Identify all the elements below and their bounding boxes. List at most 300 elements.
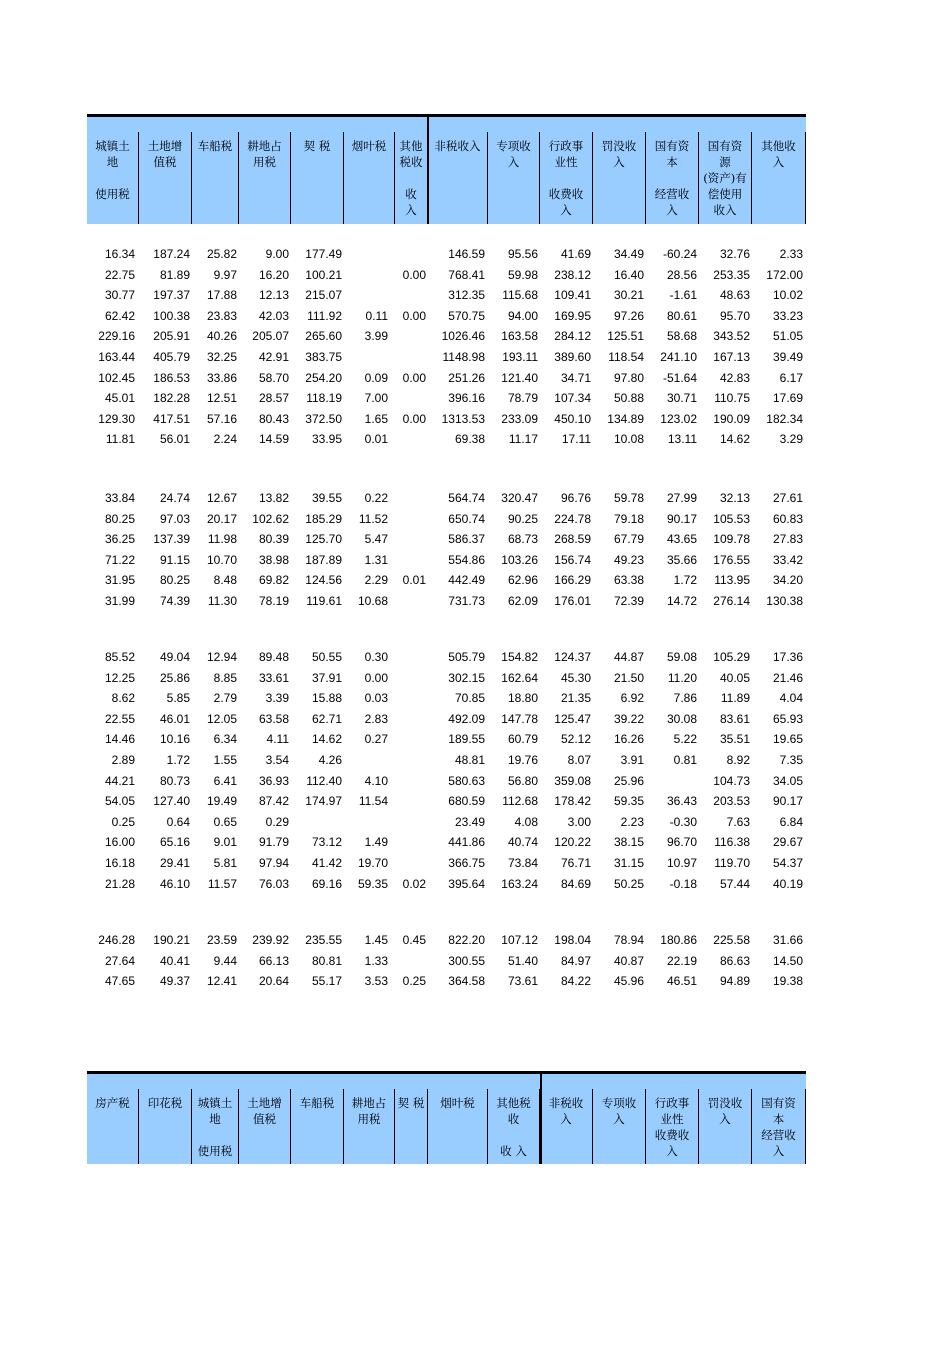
column-header: [139, 1089, 192, 1164]
column-header-line: (资产)有: [703, 171, 747, 185]
table-cell: 1.72: [673, 573, 697, 588]
column-header-line: 印花税: [147, 1096, 183, 1110]
table-cell: 29.67: [772, 835, 803, 850]
table-cell: 229.16: [98, 329, 135, 344]
table-cell: 15.88: [311, 691, 342, 706]
column-header-line: 偿使用: [707, 187, 743, 201]
table-cell: 0.64: [166, 814, 190, 829]
table-row: [87, 812, 806, 832]
column-header-line: 耕地占: [351, 1096, 387, 1110]
table-cell: 3.54: [265, 753, 289, 767]
column-header-line: 烟叶税: [351, 139, 387, 153]
table-cell: 197.37: [153, 288, 190, 303]
table-cell: 58.70: [258, 370, 289, 385]
table-cell: 87.42: [258, 794, 289, 809]
table-cell: 4.04: [779, 691, 803, 706]
table-cell: 680.59: [448, 794, 485, 809]
table-cell: 8.85: [213, 670, 237, 685]
table-cell: 16.26: [613, 732, 644, 747]
table-cell: 34.20: [772, 573, 803, 588]
table-cell: 9.97: [213, 267, 237, 282]
section-divider: [427, 114, 429, 224]
table-cell: 19.70: [357, 856, 388, 870]
table-row: [87, 874, 806, 894]
table-cell: 62.42: [104, 308, 135, 323]
table-cell: 78.94: [613, 933, 644, 947]
table-cell: 0.00: [402, 267, 426, 282]
table-cell: 33.84: [104, 491, 135, 505]
table-cell: 11.54: [358, 794, 388, 809]
table-cell: 2.29: [364, 573, 388, 588]
table-cell: 11.17: [508, 432, 538, 447]
table-cell: 59.98: [507, 267, 538, 282]
column-header: [699, 1089, 752, 1164]
table-cell: 11.89: [720, 691, 750, 706]
column-header-line: 地: [209, 1112, 221, 1126]
table-row: [87, 791, 806, 811]
table-cell: 193.11: [502, 350, 538, 364]
table-cell: 76.71: [560, 856, 591, 870]
table-cell: 69.38: [454, 432, 485, 447]
table-row: [87, 244, 806, 264]
table-cell: 172.00: [766, 267, 803, 282]
table-cell: 80.61: [666, 308, 697, 323]
table-cell: 1313.53: [441, 411, 485, 426]
column-header: [752, 1089, 806, 1164]
table-cell: 120.22: [554, 835, 591, 850]
table-cell: 2.89: [111, 753, 135, 767]
column-header-line: 使用税: [197, 1144, 233, 1158]
table-cell: 35.51: [719, 732, 750, 747]
table-cell: 239.92: [252, 933, 289, 947]
table-cell: 32.76: [719, 247, 750, 261]
table-cell: 80.25: [104, 511, 135, 526]
table-cell: 3.39: [265, 691, 289, 706]
table-cell: 19.76: [507, 753, 538, 767]
column-header: [239, 1089, 291, 1164]
table-cell: 14.50: [772, 953, 803, 968]
table-cell: 11.81: [105, 432, 135, 447]
column-header: [488, 1089, 540, 1164]
column-header-line: 契 税: [397, 1096, 425, 1110]
table-cell: 39.22: [613, 711, 644, 726]
table-cell: 22.75: [104, 267, 135, 282]
table-cell: 178.42: [554, 794, 591, 809]
table-cell: 80.81: [311, 953, 342, 968]
table-cell: 0.09: [364, 370, 388, 385]
table-cell: 30.08: [666, 711, 697, 726]
column-header-line: 入: [772, 155, 785, 169]
table-cell: 50.25: [613, 876, 644, 891]
table-cell: 768.41: [448, 267, 485, 282]
table-cell: 137.39: [153, 532, 190, 547]
table-cell: 59.35: [613, 794, 644, 809]
column-header-line: 入: [507, 155, 520, 169]
table-cell: 115.68: [502, 288, 538, 303]
table-cell: 102.45: [98, 370, 135, 385]
table-cell: 130.38: [766, 594, 803, 608]
table-cell: 187.89: [305, 552, 342, 567]
table-cell: 41.42: [311, 856, 342, 870]
table-cell: 0.25: [111, 814, 135, 829]
table-row: [87, 668, 806, 688]
table-cell: 65.93: [772, 711, 803, 726]
table-row: [87, 509, 806, 529]
table-cell: 254.20: [305, 370, 342, 385]
table-cell: 14.59: [258, 432, 289, 447]
table-cell: 8.07: [567, 753, 591, 767]
table-row: [87, 750, 806, 770]
table-cell: 18.80: [507, 691, 538, 706]
table-cell: 49.23: [613, 552, 644, 567]
table-cell: 19.38: [772, 974, 803, 989]
table-cell: 162.64: [501, 670, 538, 685]
column-header: [139, 132, 192, 224]
table-cell: 110.75: [714, 391, 750, 406]
table-cell: 19.49: [206, 794, 237, 809]
table-cell: 0.00: [402, 370, 426, 385]
table-cell: 29.41: [159, 856, 190, 870]
column-header: [699, 132, 752, 224]
column-header-line: 收: [405, 187, 417, 201]
table-cell: 0.30: [364, 650, 388, 664]
table-cell: 62.96: [507, 573, 538, 588]
column-header: [646, 1089, 699, 1164]
table-cell: 20.17: [206, 511, 237, 526]
table-cell: 50.88: [613, 391, 644, 406]
table-cell: 1.45: [364, 933, 388, 947]
table-cell: 118.19: [306, 391, 342, 406]
table-cell: 94.89: [719, 974, 750, 989]
table-cell: 441.86: [448, 835, 485, 850]
table-cell: 74.39: [159, 594, 190, 608]
table-cell: 28.56: [666, 267, 697, 282]
table-cell: 34.49: [613, 247, 644, 261]
table-cell: 46.51: [666, 974, 697, 989]
column-header: [395, 132, 428, 224]
table-cell: 7.00: [364, 391, 388, 406]
table-cell: 176.01: [554, 594, 591, 608]
table-cell: 57.16: [206, 411, 237, 426]
table-cell: 146.59: [448, 247, 485, 261]
table-cell: 10.08: [613, 432, 644, 447]
table-cell: 3.29: [779, 432, 803, 447]
table-cell: 205.91: [153, 329, 190, 344]
table-cell: 37.91: [311, 670, 342, 685]
table-cell: 42.03: [258, 308, 289, 323]
column-header-line: 收费收: [654, 1128, 690, 1142]
column-header-line: 值税: [153, 155, 177, 169]
table-cell: -51.64: [662, 370, 697, 385]
table-cell: 46.01: [159, 711, 190, 726]
table-cell: 312.35: [448, 288, 485, 303]
table-cell: 8.48: [213, 573, 237, 588]
column-header-line: 城镇土: [95, 139, 130, 153]
column-header-line: 行政事: [654, 1096, 690, 1110]
table-cell: 102.62: [252, 511, 289, 526]
table-cell: 59.35: [357, 876, 388, 891]
column-header: [540, 132, 593, 224]
table-cell: 51.05: [772, 329, 803, 344]
table-cell: 163.44: [98, 350, 135, 364]
table-cell: 49.37: [159, 974, 190, 989]
table-cell: 0.03: [364, 691, 388, 706]
table-row: [87, 326, 806, 346]
table-cell: 105.53: [713, 511, 750, 526]
table-cell: 51.40: [507, 953, 538, 968]
table-cell: 174.97: [305, 794, 342, 809]
table-cell: 17.88: [206, 288, 237, 303]
table-cell: 63.38: [613, 573, 644, 588]
table-cell: 163.58: [501, 329, 538, 344]
table-cell: 68.73: [507, 532, 538, 547]
column-header-line: 罚没收: [707, 1096, 743, 1110]
table-cell: 417.51: [153, 411, 190, 426]
table-cell: 564.74: [448, 491, 485, 505]
table-cell: 80.43: [258, 411, 289, 426]
table-cell: 215.07: [305, 288, 342, 303]
table-cell: 1.33: [364, 953, 388, 968]
table-row: [87, 529, 806, 549]
table-cell: 100.21: [305, 267, 342, 282]
table-cell: 125.70: [305, 532, 342, 547]
table-cell: 44.87: [613, 650, 644, 664]
table-row: [87, 647, 806, 667]
column-header-line: 烟叶税: [440, 1096, 475, 1110]
table-cell: 17.36: [772, 650, 803, 664]
table-cell: 169.95: [554, 308, 591, 323]
table-cell: 52.12: [560, 732, 591, 747]
table-cell: 27.61: [772, 491, 803, 505]
table-cell: 6.84: [779, 814, 803, 829]
table-cell: 17.11: [561, 432, 591, 447]
table-cell: 10.02: [772, 288, 803, 303]
column-header-line: 罚没收: [601, 139, 637, 153]
table-cell: 2.23: [620, 814, 644, 829]
table-cell: 198.04: [554, 933, 591, 947]
column-header-line: 其他: [399, 139, 423, 153]
table-cell: -0.18: [669, 876, 697, 891]
table-cell: 23.83: [206, 308, 237, 323]
table-cell: 0.45: [402, 933, 426, 947]
table-cell: 81.89: [159, 267, 190, 282]
table-cell: 96.70: [666, 835, 697, 850]
column-header: [344, 1089, 395, 1164]
table-cell: 109.41: [554, 288, 591, 303]
table-cell: 10.70: [206, 552, 237, 567]
table-cell: 20.64: [258, 974, 289, 989]
table-cell: 8.62: [111, 691, 135, 706]
table-cell: 177.49: [305, 247, 342, 261]
table-cell: 225.58: [713, 933, 750, 947]
table-cell: 167.13: [713, 350, 750, 364]
table-cell: 10.68: [357, 594, 388, 608]
table-row: [87, 853, 806, 873]
table-cell: 16.18: [104, 856, 135, 870]
table-cell: 43.65: [666, 532, 697, 547]
table-cell: 5.47: [364, 532, 388, 547]
table-cell: 78.19: [258, 594, 289, 608]
table-cell: 44.21: [104, 773, 135, 788]
table-cell: 13.11: [667, 432, 697, 447]
table-cell: 62.71: [311, 711, 342, 726]
table-cell: 80.73: [159, 773, 190, 788]
table-row: [87, 409, 806, 429]
table-cell: 56.80: [507, 773, 538, 788]
table-cell: 56.01: [159, 432, 190, 447]
table-cell: 97.03: [159, 511, 190, 526]
section-divider: [540, 1071, 542, 1164]
column-header-line: 非税收: [548, 1096, 584, 1110]
table-cell: 7.86: [673, 691, 697, 706]
column-header-line: 入: [666, 1144, 678, 1158]
table-cell: 14.72: [666, 594, 697, 608]
column-header-line: 收入: [713, 203, 737, 217]
table-cell: 182.28: [153, 391, 190, 406]
column-header-line: [87, 170, 138, 186]
table-cell: 38.15: [613, 835, 644, 850]
table-cell: 21.46: [772, 670, 803, 685]
table-cell: 54.05: [104, 794, 135, 809]
table-cell: 253.35: [713, 267, 750, 282]
table-cell: 40.74: [507, 835, 538, 850]
table-cell: 186.53: [153, 370, 190, 385]
table-cell: 372.50: [305, 411, 342, 426]
table-cell: 109.78: [713, 532, 750, 547]
table-cell: 105.29: [713, 650, 750, 664]
table-cell: 9.44: [213, 953, 237, 968]
column-header-line: 房产税: [95, 1096, 130, 1110]
table-cell: 112.40: [306, 773, 342, 788]
table-cell: 123.02: [660, 411, 697, 426]
table-cell: 238.12: [554, 267, 591, 282]
table-cell: 284.12: [554, 329, 591, 344]
table-cell: 91.15: [159, 552, 190, 567]
table-cell: 40.05: [719, 670, 750, 685]
table-cell: 134.89: [607, 411, 644, 426]
column-header-line: 入: [719, 1112, 731, 1126]
table-cell: 111.92: [307, 308, 342, 323]
table-cell: 14.62: [311, 732, 342, 747]
table-cell: 66.13: [258, 953, 289, 968]
column-header-line: 入: [613, 155, 625, 169]
table-cell: 359.08: [554, 773, 591, 788]
column-header-line: 行政事: [548, 139, 584, 153]
table-cell: 9.00: [265, 247, 289, 261]
column-header: [752, 132, 806, 224]
table-cell: 27.83: [772, 532, 803, 547]
table-cell: 3.99: [364, 329, 388, 344]
table-cell: 41.69: [560, 247, 591, 261]
table-cell: 395.64: [448, 876, 485, 891]
table-cell: 396.16: [448, 391, 485, 406]
table-row: [87, 306, 806, 326]
table-cell: 36.43: [666, 794, 697, 809]
table-cell: 3.53: [364, 974, 388, 989]
table-row: [87, 729, 806, 749]
table-cell: 35.66: [666, 552, 697, 567]
column-header-line: 国有资: [707, 139, 743, 153]
column-header-line: [395, 170, 427, 186]
table-row: [87, 951, 806, 971]
table-cell: 343.52: [713, 329, 750, 344]
table-cell: 40.87: [613, 953, 644, 968]
column-header-line: 土地增: [147, 139, 183, 153]
table-cell: 0.81: [673, 753, 697, 767]
table-cell: 2.79: [213, 691, 237, 706]
table-cell: 84.69: [560, 876, 591, 891]
table-cell: 187.24: [153, 247, 190, 261]
table-cell: 5.81: [213, 856, 237, 870]
table-cell: 1.49: [364, 835, 388, 850]
table-cell: 10.16: [159, 732, 190, 747]
table-cell: 251.26: [448, 370, 485, 385]
table-cell: 7.35: [779, 753, 803, 767]
table-cell: 28.57: [258, 391, 289, 406]
column-header-line: 入: [772, 1144, 785, 1158]
table-cell: 119.61: [306, 594, 342, 608]
column-header-line: 土地增: [247, 1096, 282, 1110]
column-header: [488, 132, 540, 224]
table-cell: 40.41: [159, 953, 190, 968]
table-cell: 12.05: [206, 711, 237, 726]
table-cell: 27.99: [666, 491, 697, 505]
table-cell: 205.07: [252, 329, 289, 344]
column-header: [540, 1089, 593, 1164]
table-cell: 97.26: [613, 308, 644, 323]
table-cell: 60.79: [507, 732, 538, 747]
column-header-line: 其他税: [496, 1096, 531, 1110]
table-cell: 46.10: [159, 876, 190, 891]
table-cell: 96.76: [560, 491, 591, 505]
table-cell: 0.00: [402, 411, 426, 426]
table-cell: 11.30: [207, 594, 237, 608]
table-cell: 12.51: [206, 391, 237, 406]
table-cell: 49.04: [159, 650, 190, 664]
column-header-line: 值税: [253, 1112, 276, 1126]
table-cell: 12.67: [206, 491, 237, 505]
table-row: [87, 388, 806, 408]
column-header-line: 入: [405, 203, 417, 217]
table-cell: 31.15: [613, 856, 644, 870]
table-cell: 127.40: [153, 794, 190, 809]
table-cell: 63.58: [258, 711, 289, 726]
table-cell: 450.10: [554, 411, 591, 426]
table-cell: 33.95: [311, 432, 342, 447]
table-cell: 69.82: [258, 573, 289, 588]
table-cell: 31.99: [104, 594, 135, 608]
table-cell: 48.63: [719, 288, 750, 303]
table-cell: 4.26: [318, 753, 342, 767]
table-cell: -60.24: [662, 247, 697, 261]
table-cell: 21.28: [104, 876, 135, 891]
table-cell: 125.51: [607, 329, 644, 344]
table-cell: 22.55: [104, 711, 135, 726]
table-cell: 69.16: [311, 876, 342, 891]
table-row: [87, 550, 806, 570]
column-header-line: 专项收: [601, 1096, 637, 1110]
table-cell: 45.96: [613, 974, 644, 989]
table-cell: 0.65: [213, 814, 237, 829]
table-cell: 80.39: [258, 532, 289, 547]
table-cell: 0.00: [364, 670, 388, 685]
table-cell: 100.38: [153, 308, 190, 323]
table-cell: 0.27: [364, 732, 388, 747]
table-cell: 36.93: [258, 773, 289, 788]
table-cell: 12.25: [104, 670, 135, 685]
table-cell: 492.09: [448, 711, 485, 726]
table-cell: 0.11: [365, 308, 388, 323]
